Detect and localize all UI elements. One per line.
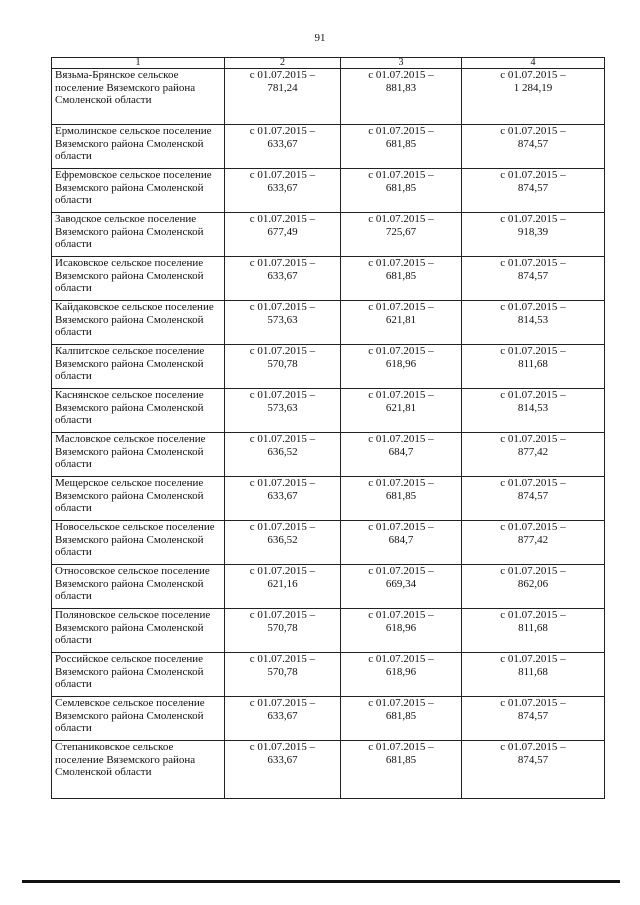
settlement-name: Ермолинское сельское поселение Вяземского района Смоленской области bbox=[52, 125, 225, 169]
tariff-period: с 01.07.2015 – bbox=[500, 301, 566, 313]
table-row bbox=[52, 301, 605, 345]
tariff-cell bbox=[462, 301, 605, 345]
tariff-period: с 01.07.2015 – bbox=[500, 345, 566, 357]
table-row bbox=[52, 389, 605, 433]
table-row bbox=[52, 653, 605, 697]
table-row bbox=[52, 125, 605, 169]
settlement-name: Российское сельское поселение Вяземского района Смоленской области bbox=[52, 653, 225, 697]
tariff-cell bbox=[341, 653, 462, 697]
tariff-cell bbox=[341, 433, 462, 477]
page-bottom-rule bbox=[22, 880, 620, 883]
table-row bbox=[52, 169, 605, 213]
tariff-value: 681,85 bbox=[385, 269, 417, 282]
tariff-cell bbox=[341, 389, 462, 433]
tariff-value: 874,57 bbox=[517, 489, 549, 502]
settlement-name: Масловское сельское поселение Вяземского района Смоленской области bbox=[52, 433, 225, 477]
tariff-cell bbox=[225, 125, 341, 169]
tariff-value: 570,78 bbox=[267, 665, 298, 678]
tariff-value: 570,78 bbox=[267, 621, 298, 634]
tariff-value: 621,16 bbox=[267, 577, 298, 590]
tariff-period: с 01.07.2015 – bbox=[249, 741, 316, 753]
tariff-period: с 01.07.2015 – bbox=[249, 169, 316, 181]
settlement-name: Мещерское сельское поселение Вяземского района Смоленской области bbox=[52, 477, 225, 521]
tariff-cell bbox=[225, 389, 341, 433]
settlement-name: Семлевское сельское поселение Вяземского района Смоленской области bbox=[52, 697, 225, 741]
settlement-name: Кайдаковское сельское поселение Вяземского района Смоленской области bbox=[52, 301, 225, 345]
tariff-cell bbox=[225, 213, 341, 257]
settlement-name: Калпитское сельское поселение Вяземского района Смоленской области bbox=[52, 345, 225, 389]
tariff-period: с 01.07.2015 – bbox=[368, 125, 434, 137]
tariff-period: с 01.07.2015 – bbox=[500, 477, 566, 489]
tariff-cell bbox=[341, 69, 462, 125]
tariff-value: 669,34 bbox=[385, 577, 417, 590]
tariff-period: с 01.07.2015 – bbox=[249, 477, 316, 489]
tariff-period: с 01.07.2015 – bbox=[500, 125, 566, 137]
tariff-value: 681,85 bbox=[385, 181, 417, 194]
tariff-value: 874,57 bbox=[517, 753, 549, 766]
tariff-value: 814,53 bbox=[517, 313, 549, 326]
tariff-cell bbox=[341, 213, 462, 257]
tariff-cell bbox=[225, 609, 341, 653]
tariff-value: 811,68 bbox=[518, 621, 548, 634]
tariff-cell bbox=[462, 609, 605, 653]
tariff-period: с 01.07.2015 – bbox=[249, 433, 316, 445]
table-header-row bbox=[52, 58, 605, 69]
tariff-value: 573,63 bbox=[267, 313, 298, 326]
tariff-cell bbox=[462, 69, 605, 125]
tariff-cell bbox=[225, 433, 341, 477]
tariff-period: с 01.07.2015 – bbox=[500, 609, 566, 621]
column-header: 3 bbox=[341, 58, 462, 69]
settlement-name: Ефремовское сельское поселение Вяземского района Смоленской области bbox=[52, 169, 225, 213]
tariff-value: 618,96 bbox=[385, 621, 417, 634]
tariff-cell bbox=[225, 169, 341, 213]
tariff-value: 633,67 bbox=[267, 137, 298, 150]
tariff-value: 874,57 bbox=[517, 181, 549, 194]
tariff-period: с 01.07.2015 – bbox=[368, 521, 434, 533]
tariff-value: 636,52 bbox=[267, 445, 298, 458]
tariff-period: с 01.07.2015 – bbox=[368, 609, 434, 621]
tariff-period: с 01.07.2015 – bbox=[368, 213, 434, 225]
tariff-cell bbox=[341, 169, 462, 213]
tariff-period: с 01.07.2015 – bbox=[368, 653, 434, 665]
tariff-cell bbox=[462, 521, 605, 565]
tariff-period: с 01.07.2015 – bbox=[249, 697, 316, 709]
tariff-value: 811,68 bbox=[518, 357, 548, 370]
tariff-cell bbox=[462, 477, 605, 521]
tariff-value: 811,68 bbox=[518, 665, 548, 678]
tariff-cell bbox=[462, 433, 605, 477]
column-header: 2 bbox=[225, 58, 341, 69]
tariff-cell bbox=[341, 477, 462, 521]
table-row bbox=[52, 477, 605, 521]
tariff-cell bbox=[225, 301, 341, 345]
tariff-period: с 01.07.2015 – bbox=[368, 345, 434, 357]
tariff-value: 677,49 bbox=[267, 225, 298, 238]
tariff-cell bbox=[341, 697, 462, 741]
tariff-value: 684,7 bbox=[388, 533, 414, 546]
tariff-cell bbox=[225, 345, 341, 389]
tariff-period: с 01.07.2015 – bbox=[368, 741, 434, 753]
table-row bbox=[52, 69, 605, 125]
tariff-cell bbox=[225, 653, 341, 697]
tariff-cell bbox=[462, 125, 605, 169]
tariff-cell bbox=[462, 653, 605, 697]
tariff-value: 918,39 bbox=[517, 225, 549, 238]
tariff-cell bbox=[462, 565, 605, 609]
tariff-period: с 01.07.2015 – bbox=[368, 389, 434, 401]
tariff-value: 877,42 bbox=[517, 533, 549, 546]
tariff-cell bbox=[341, 345, 462, 389]
tariff-period: с 01.07.2015 – bbox=[500, 169, 566, 181]
tariff-value: 633,67 bbox=[267, 181, 298, 194]
tariff-period: с 01.07.2015 – bbox=[368, 257, 434, 269]
tariff-value: 874,57 bbox=[517, 709, 549, 722]
tariff-cell bbox=[225, 69, 341, 125]
tariff-period: с 01.07.2015 – bbox=[500, 433, 566, 445]
settlement-name: Относовское сельское поселение Вяземского района Смоленской области bbox=[52, 565, 225, 609]
tariff-period: с 01.07.2015 – bbox=[500, 741, 566, 753]
tariff-value: 633,67 bbox=[267, 753, 298, 766]
tariff-cell bbox=[225, 565, 341, 609]
tariff-cell bbox=[341, 521, 462, 565]
settlement-name: Степаниковское сельское поселение Вяземского района Смоленской области bbox=[52, 741, 225, 799]
tariff-period: с 01.07.2015 – bbox=[368, 565, 434, 577]
tariff-period: с 01.07.2015 – bbox=[249, 257, 316, 269]
tariff-value: 633,67 bbox=[267, 489, 298, 502]
tariff-cell bbox=[462, 213, 605, 257]
tariff-value: 633,67 bbox=[267, 709, 298, 722]
tariff-period: с 01.07.2015 – bbox=[500, 213, 566, 225]
tariff-period: с 01.07.2015 – bbox=[249, 213, 316, 225]
tariff-period: с 01.07.2015 – bbox=[249, 389, 316, 401]
tariff-cell bbox=[462, 741, 605, 799]
tariff-cell bbox=[341, 565, 462, 609]
tariff-cell bbox=[225, 697, 341, 741]
tariff-cell bbox=[225, 257, 341, 301]
page-number: 91 bbox=[314, 32, 326, 44]
tariff-period: с 01.07.2015 – bbox=[368, 433, 434, 445]
tariff-period: с 01.07.2015 – bbox=[368, 301, 434, 313]
tariff-value: 1 284,19 bbox=[513, 81, 553, 94]
tariff-cell bbox=[341, 609, 462, 653]
tariff-period: с 01.07.2015 – bbox=[249, 653, 316, 665]
tariff-value: 681,85 bbox=[385, 489, 417, 502]
tariff-cell bbox=[341, 301, 462, 345]
settlement-name: Заводское сельское поселение Вяземского района Смоленской области bbox=[52, 213, 225, 257]
table-row bbox=[52, 565, 605, 609]
tariff-cell bbox=[462, 345, 605, 389]
tariff-table bbox=[51, 57, 605, 799]
tariff-period: с 01.07.2015 – bbox=[500, 565, 566, 577]
tariff-value: 881,83 bbox=[385, 81, 417, 94]
tariff-value: 618,96 bbox=[385, 357, 417, 370]
settlement-name: Исаковское сельское поселение Вяземского района Смоленской области bbox=[52, 257, 225, 301]
tariff-period: с 01.07.2015 – bbox=[249, 521, 316, 533]
settlement-name: Вязьма-Брянское сельское поселение Вяземского района Смоленской области bbox=[52, 69, 225, 125]
tariff-cell bbox=[225, 477, 341, 521]
tariff-period: с 01.07.2015 – bbox=[368, 477, 434, 489]
tariff-period: с 01.07.2015 – bbox=[500, 69, 566, 81]
tariff-period: с 01.07.2015 – bbox=[500, 653, 566, 665]
tariff-period: с 01.07.2015 – bbox=[368, 697, 434, 709]
tariff-cell bbox=[462, 257, 605, 301]
tariff-period: с 01.07.2015 – bbox=[368, 69, 434, 81]
tariff-value: 621,81 bbox=[385, 401, 417, 414]
tariff-value: 681,85 bbox=[385, 709, 417, 722]
table-row bbox=[52, 521, 605, 565]
tariff-cell bbox=[462, 389, 605, 433]
tariff-value: 573,63 bbox=[267, 401, 298, 414]
table-row bbox=[52, 213, 605, 257]
tariff-period: с 01.07.2015 – bbox=[368, 169, 434, 181]
settlement-name: Новосельское сельское поселение Вяземского района Смоленской области bbox=[52, 521, 225, 565]
tariff-cell bbox=[341, 125, 462, 169]
tariff-value: 862,06 bbox=[517, 577, 549, 590]
column-header: 1 bbox=[52, 58, 225, 69]
tariff-value: 877,42 bbox=[517, 445, 549, 458]
tariff-value: 874,57 bbox=[517, 137, 549, 150]
tariff-period: с 01.07.2015 – bbox=[249, 345, 316, 357]
tariff-cell bbox=[225, 741, 341, 799]
tariff-cell bbox=[341, 257, 462, 301]
table-row bbox=[52, 697, 605, 741]
tariff-value: 684,7 bbox=[388, 445, 414, 458]
tariff-value: 681,85 bbox=[385, 137, 417, 150]
tariff-period: с 01.07.2015 – bbox=[500, 389, 566, 401]
table-row bbox=[52, 433, 605, 477]
settlement-name: Поляновское сельское поселение Вяземского района Смоленской области bbox=[52, 609, 225, 653]
tariff-period: с 01.07.2015 – bbox=[249, 301, 316, 313]
tariff-value: 618,96 bbox=[385, 665, 417, 678]
table-row bbox=[52, 257, 605, 301]
tariff-value: 570,78 bbox=[267, 357, 298, 370]
tariff-period: с 01.07.2015 – bbox=[500, 257, 566, 269]
tariff-value: 814,53 bbox=[517, 401, 549, 414]
tariff-period: с 01.07.2015 – bbox=[500, 697, 566, 709]
tariff-cell bbox=[462, 169, 605, 213]
tariff-cell bbox=[225, 521, 341, 565]
tariff-cell bbox=[341, 741, 462, 799]
tariff-value: 781,24 bbox=[267, 81, 298, 94]
tariff-value: 633,67 bbox=[267, 269, 298, 282]
table-row bbox=[52, 741, 605, 799]
tariff-period: с 01.07.2015 – bbox=[249, 69, 316, 81]
tariff-period: с 01.07.2015 – bbox=[249, 565, 316, 577]
table-row bbox=[52, 345, 605, 389]
tariff-value: 874,57 bbox=[517, 269, 549, 282]
tariff-cell bbox=[462, 697, 605, 741]
tariff-period: с 01.07.2015 – bbox=[249, 125, 316, 137]
tariff-period: с 01.07.2015 – bbox=[500, 521, 566, 533]
tariff-value: 636,52 bbox=[267, 533, 298, 546]
column-header: 4 bbox=[462, 58, 605, 69]
tariff-value: 681,85 bbox=[385, 753, 417, 766]
tariff-value: 725,67 bbox=[385, 225, 417, 238]
settlement-name: Каснянское сельское поселение Вяземского района Смоленской области bbox=[52, 389, 225, 433]
tariff-period: с 01.07.2015 – bbox=[249, 609, 316, 621]
tariff-value: 621,81 bbox=[385, 313, 417, 326]
table-row bbox=[52, 609, 605, 653]
